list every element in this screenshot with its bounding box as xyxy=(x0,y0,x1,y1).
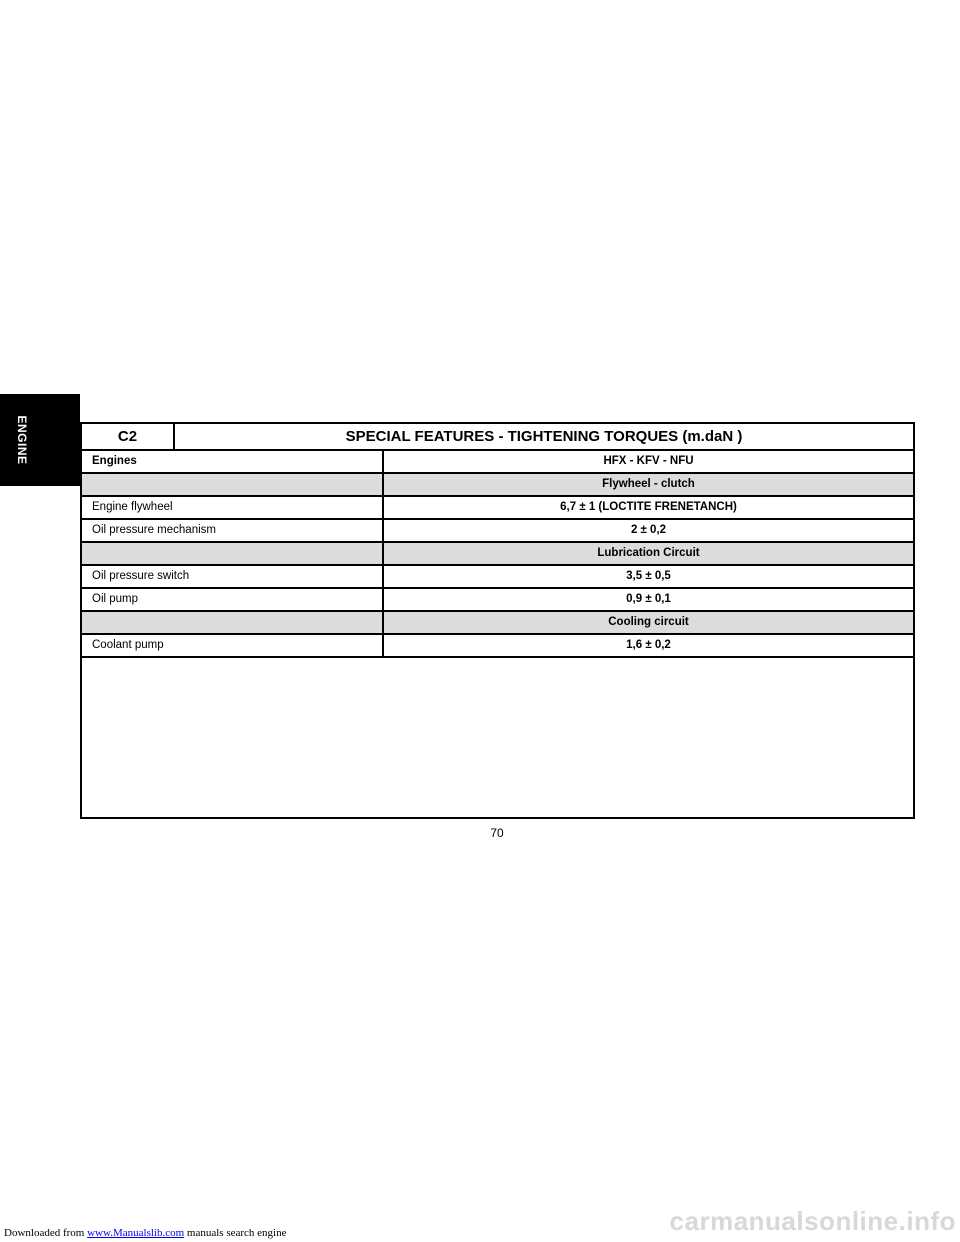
row-value: 6,7 ± 1 (LOCTITE FRENETANCH) xyxy=(560,501,737,513)
table-header-row xyxy=(82,451,913,474)
table-row xyxy=(82,635,913,658)
page-number: 70 xyxy=(490,826,504,840)
section-heading: Lubrication Circuit xyxy=(597,547,700,559)
row-label: Oil pressure mechanism xyxy=(82,520,384,541)
row-value: 0,9 ± 0,1 xyxy=(626,593,671,605)
banner-suffix: manuals search engine xyxy=(184,1227,287,1239)
row-label xyxy=(82,612,384,633)
section-heading: Flywheel - clutch xyxy=(602,478,695,490)
header-label: Engines xyxy=(82,451,384,472)
row-label: Engine flywheel xyxy=(82,497,384,518)
section-heading: Cooling circuit xyxy=(608,616,689,628)
section-tab-label: ENGINE xyxy=(15,415,29,465)
banner-prefix: Downloaded from xyxy=(4,1227,88,1239)
table-row xyxy=(82,612,913,635)
row-label xyxy=(82,543,384,564)
table-row xyxy=(82,589,913,612)
section-tab-engine xyxy=(0,394,80,486)
table-code: C2 xyxy=(82,424,175,449)
manualslib-link[interactable]: www.Manualslib.com xyxy=(87,1227,185,1239)
header-value: HFX - KFV - NFU xyxy=(603,455,694,467)
table-title-row xyxy=(82,424,913,451)
row-value: 2 ± 0,2 xyxy=(630,524,667,536)
torque-table xyxy=(80,422,915,819)
row-value: 3,5 ± 0,5 xyxy=(626,570,671,582)
table-row xyxy=(82,474,913,497)
table-row xyxy=(82,566,913,589)
table-title: SPECIAL FEATURES - TIGHTENING TORQUES (m.daN ) xyxy=(345,428,743,445)
row-label xyxy=(82,474,384,495)
row-label: Coolant pump xyxy=(82,635,384,656)
table-row xyxy=(82,497,913,520)
table-row xyxy=(82,520,913,543)
watermark: carmanualsonline.info xyxy=(669,1206,956,1236)
table-row xyxy=(82,543,913,566)
download-banner xyxy=(4,1227,286,1239)
row-label: Oil pressure switch xyxy=(82,566,384,587)
row-label: Oil pump xyxy=(82,589,384,610)
row-value: 1,6 ± 0,2 xyxy=(626,639,671,651)
